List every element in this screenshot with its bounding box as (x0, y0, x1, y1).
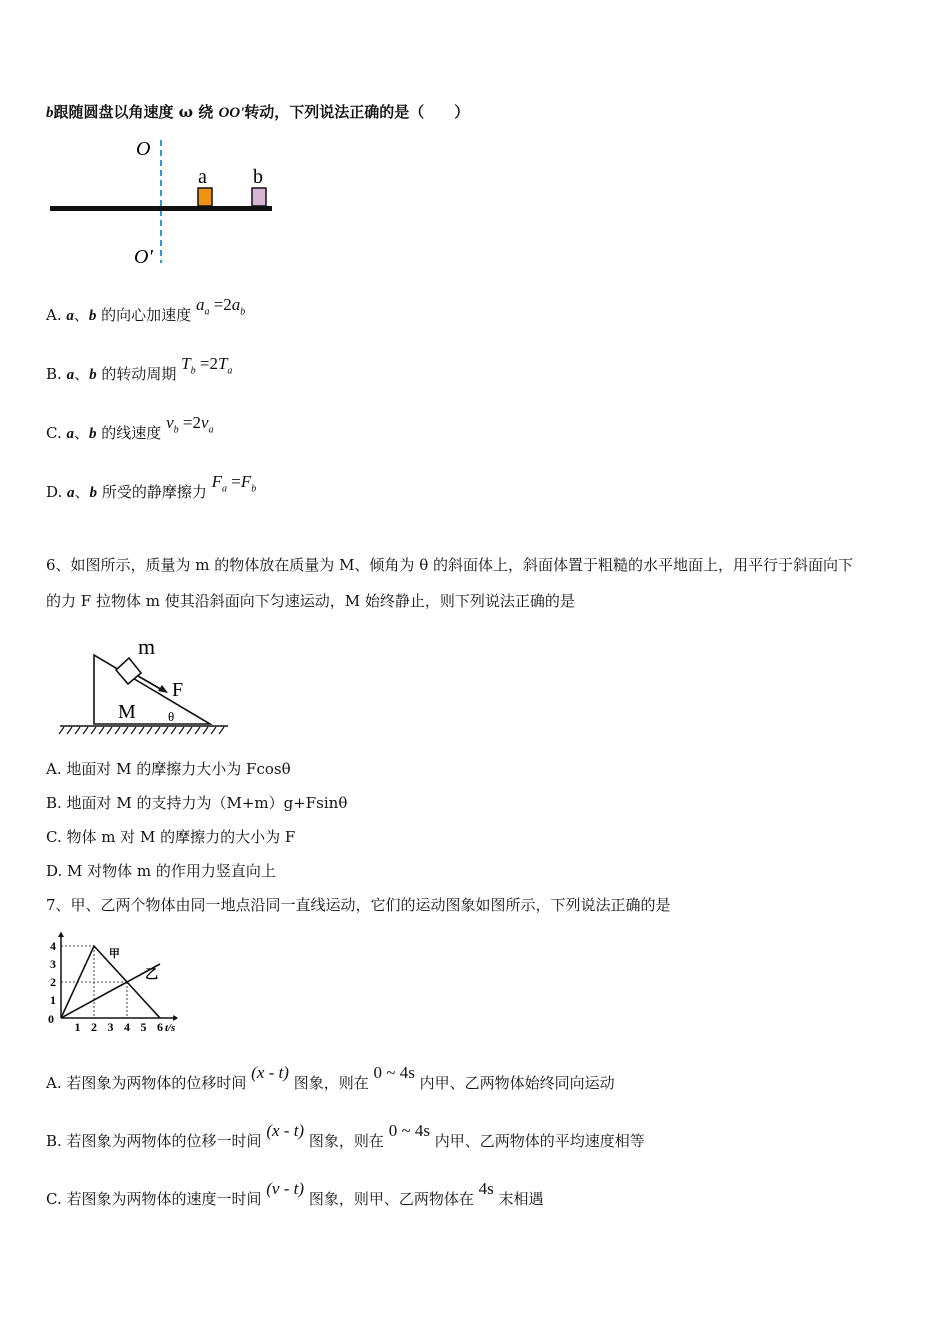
q5-figure (46, 135, 286, 275)
q5-disk-bar (50, 206, 272, 211)
q6-label-theta: θ (168, 709, 175, 724)
q7-option-a-tail: 内甲、乙两物体始终同向运动 (419, 1074, 615, 1092)
q7-y-tick-label: 1 (50, 993, 56, 1007)
q5-option-a-ab1: a (66, 308, 74, 324)
q7-option-c-mid: 图象，则甲、乙两物体在 (308, 1190, 474, 1208)
q5-option-d (46, 472, 257, 509)
q5-option-d-sep: 、 (74, 483, 90, 501)
q6-option-b: B. 地面对 M 的支持力为（M+m）g+Fsinθ (46, 794, 348, 812)
q5-block-b (252, 188, 266, 206)
q7-stem: 7、甲、乙两个物体由同一地点沿同一直线运动，它们的运动图象如图所示，下列说法正确的是 (46, 896, 671, 914)
q5-option-a-sep: 、 (73, 306, 89, 324)
q5-option-c-ab1: a (66, 426, 74, 442)
q7-option-b-tail: 内甲、乙两物体的平均速度相等 (434, 1132, 645, 1150)
q5-option-d-ab1: a (67, 485, 75, 501)
q5-stem-b: b (46, 105, 54, 121)
q6-label-m: m (138, 634, 156, 659)
q5-option-b-text: 的转动周期 (96, 365, 177, 383)
q5-label-a: a (198, 166, 207, 188)
q5-stem (46, 102, 469, 123)
q5-stem-oo: OO' (218, 105, 245, 121)
q7-option-b (46, 1121, 645, 1151)
q7-option-c-math2: 4s (478, 1179, 494, 1198)
q5-option-c-prefix: C. (46, 424, 67, 442)
q7-origin-label: 0 (48, 1012, 54, 1026)
q7-y-tick-label: 3 (50, 957, 56, 971)
q5-option-a-prefix: A. (46, 306, 67, 324)
q6-option-d: D. M 对物体 m 的作用力竖直向上 (46, 862, 276, 880)
q7-option-c-math1: (v - t) (266, 1179, 305, 1198)
q7-option-b-math1: (x - t) (266, 1121, 305, 1140)
q6-force-arrowhead (158, 685, 168, 693)
q6-label-M: M (118, 701, 136, 723)
q7-x-tick-label: 4 (124, 1020, 130, 1032)
q7-y-tick-label: 4 (50, 939, 56, 953)
q6-ground-hatch (59, 727, 224, 734)
q7-option-a-math1: (x - t) (251, 1063, 289, 1082)
q6-stem-line2: 的力 F 拉物体 m 使其沿斜面向下匀速运动，M 始终静止，则下列说法正确的是 (46, 592, 575, 610)
q7-x-tick-label: 5 (140, 1020, 147, 1032)
q5-option-b-prefix: B. (46, 365, 67, 383)
q7-x-tick-label: 3 (107, 1020, 114, 1032)
q7-x-tick-label: 2 (91, 1020, 97, 1032)
q7-option-a-math2: 0 ~ 4s (373, 1063, 415, 1082)
q5-option-d-math: $F_a =F_b$ (211, 472, 257, 495)
q5-option-b-math: $T_b =2T_a$ (181, 354, 233, 377)
q7-option-c-tail: 末相遇 (498, 1190, 544, 1208)
q5-option-b-sep: 、 (74, 365, 90, 383)
q7-option-c (46, 1179, 544, 1209)
q5-option-b (46, 354, 233, 391)
q7-series-label: 乙 (145, 966, 159, 982)
q6-label-F: F (172, 679, 184, 701)
q7-option-a-mid: 图象，则在 (293, 1074, 369, 1092)
q5-block-a (198, 188, 212, 206)
q7-option-b-math2: 0 ~ 4s (388, 1121, 431, 1140)
q7-y-arrow (58, 932, 64, 937)
q5-option-a-text: 的向心加速度 (96, 306, 192, 324)
q5-label-O2: O' (134, 246, 153, 268)
q7-x-tick-label: 6 (157, 1020, 163, 1032)
q5-option-d-ab2: b (89, 485, 98, 501)
q7-option-a (46, 1063, 615, 1093)
q7-y-tick-label: 2 (50, 975, 56, 989)
q5-option-b-ab2: b (89, 367, 97, 383)
q6-option-a: A. 地面对 M 的摩擦力大小为 Fcosθ (46, 760, 291, 778)
q5-option-c-math: $v_b =2v_a$ (166, 413, 214, 436)
q7-x-axis-label: t/s (164, 1022, 176, 1032)
q5-option-a (46, 295, 246, 332)
q5-option-a-ab2: b (88, 308, 97, 324)
q7-chart (44, 928, 184, 1032)
q7-x-tick-label: 1 (74, 1020, 81, 1032)
q5-option-d-prefix: D. (46, 483, 68, 501)
q5-option-b-ab1: a (66, 367, 75, 383)
q7-series-label: 甲 (108, 947, 120, 960)
q7-x-arrow (173, 1015, 178, 1021)
q5-option-d-text: 所受的静摩擦力 (97, 483, 207, 501)
q5-option-c-ab2: b (89, 426, 97, 442)
q6-incline (94, 655, 210, 724)
q5-option-c-text: 的线速度 (96, 424, 162, 442)
q5-stem-text2: 转动，下列说法正确的是（ ） (244, 103, 470, 121)
q5-stem-text1: 跟随圆盘以角速度 ω 绕 (53, 103, 219, 121)
q5-option-a-math: $a_a =2a_b$ (195, 295, 246, 318)
q6-figure (58, 630, 233, 742)
q7-option-c-prefix: C. 若图象为两物体的速度一时间 (46, 1190, 262, 1208)
q7-option-b-prefix: B. 若图象为两物体的位移一时间 (46, 1132, 262, 1150)
q5-label-O: O (136, 138, 151, 160)
q6-stem-line1: 6、如图所示，质量为 m 的物体放在质量为 M、倾角为 θ 的斜面体上，斜面体置于粗糙的水平地面上，用平行于斜面向下 (46, 556, 854, 574)
q5-label-b: b (253, 166, 263, 188)
q5-option-c-sep: 、 (73, 424, 89, 442)
q7-option-b-mid: 图象，则在 (308, 1132, 384, 1150)
q5-option-c (46, 413, 214, 450)
q7-option-a-prefix: A. 若图象为两物体的位移时间 (46, 1074, 247, 1092)
q6-option-c: C. 物体 m 对 M 的摩擦力的大小为 F (46, 828, 296, 846)
